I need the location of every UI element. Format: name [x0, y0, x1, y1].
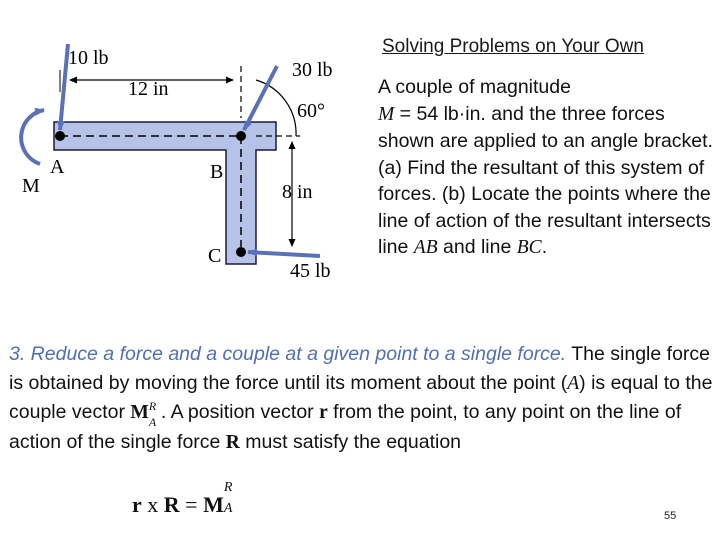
problem-text-3: and line [437, 236, 517, 258]
couple-vector-scripts [148, 398, 161, 429]
label-8in: 8 in [282, 181, 313, 203]
body-text-3: . A position vector [160, 401, 320, 423]
position-vector-r: r [319, 402, 328, 423]
line-ab: AB [413, 237, 438, 258]
problem-text-4: . [541, 236, 548, 258]
label-45lb: 45 lb [290, 260, 331, 282]
problem-text-1: A couple of magnitude [378, 76, 571, 98]
angle-bracket-diagram [0, 0, 360, 290]
subscript-a: A [148, 414, 157, 429]
force-arrow-10lb [60, 44, 68, 130]
line-bc: BC [516, 237, 542, 258]
problem-statement [378, 74, 714, 262]
eq-subscript: A [223, 501, 233, 516]
problem-heading: Solving Problems on Your Own [382, 36, 644, 57]
point-a-ref: A [567, 372, 580, 394]
force-arrow-30lb [244, 66, 277, 130]
page-number: 55 [664, 510, 677, 522]
label-b: B [210, 161, 224, 183]
label-a: A [50, 156, 65, 178]
couple-moment-arrow [21, 110, 44, 164]
eq-equals: = [179, 492, 204, 517]
label-10lb: 10 lb [68, 47, 109, 69]
label-30lb: 30 lb [292, 59, 333, 81]
equation [132, 480, 240, 518]
moment-symbol: M [378, 103, 395, 125]
superscript-r: R [148, 398, 157, 413]
body-text-2: ) is equal to the couple vector [9, 371, 713, 423]
point-c [236, 247, 246, 257]
label-60deg: 60° [297, 100, 325, 122]
step-heading: 3. Reduce a force and a couple at a given point to a single force. [9, 343, 567, 365]
point-b [236, 131, 246, 141]
explanation-text [9, 340, 715, 457]
eq-superscript: R [223, 480, 233, 495]
resultant-force-r: R [225, 431, 240, 453]
problem-text-2: = 54 lb·in. and the three forces shown are applied to an angle bracket. (a) Find the resultant of this system of forces. (b) Locate the points where the line of action of the resultant intersects line [378, 102, 713, 258]
label-m: M [22, 175, 40, 197]
couple-vector-m: M [130, 402, 149, 423]
eq-r: r [132, 492, 142, 517]
body-text-4: from the point, to any point on the line of action of the single force [9, 401, 682, 453]
force-arrow-45lb [248, 252, 320, 256]
body-text-5: must satisfy the equation [239, 430, 462, 453]
eq-R: R [163, 492, 180, 517]
eq-scripts [223, 480, 240, 516]
eq-cross: x [141, 492, 164, 517]
point-a [55, 131, 65, 141]
angle-bracket [54, 122, 276, 264]
eq-M: M [203, 492, 224, 517]
label-c: C [208, 245, 222, 267]
label-12in: 12 in [128, 78, 169, 100]
body-text-1: The single force is obtained by moving the force until its moment about the point ( [9, 343, 711, 394]
